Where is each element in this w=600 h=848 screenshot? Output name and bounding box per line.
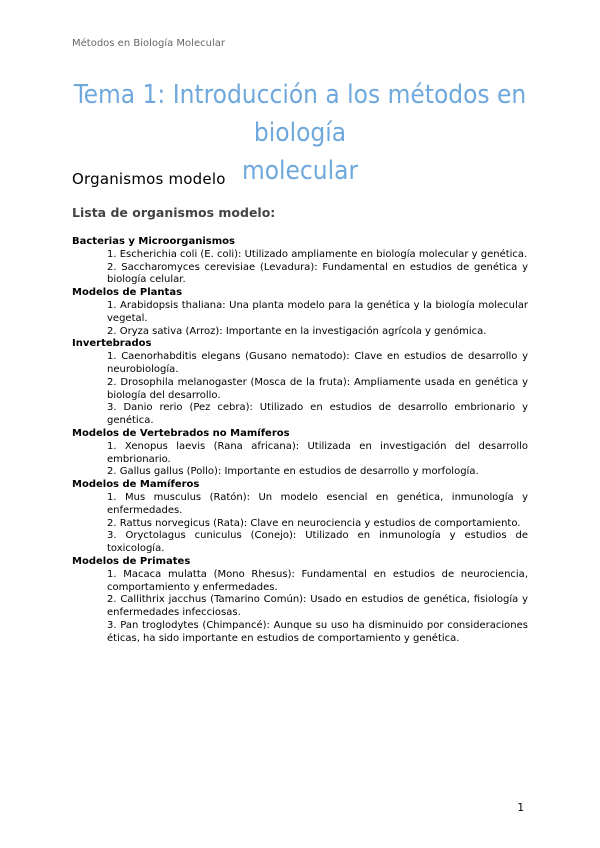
list-item: 3. Oryctolagus cuniculus (Conejo): Utilizado en inmunología y estudios de toxicología.: [107, 530, 528, 555]
list-item: 2. Saccharomyces cerevisiae (Levadura): Fundamental en estudios de genética y biología celular.: [107, 261, 528, 286]
list-item: 1. Escherichia coli (E. coli): Utilizado ampliamente en biología molecular y genética.: [107, 248, 528, 260]
category-block: [72, 556, 528, 646]
list-item: 3. Pan troglodytes (Chimpancé): Aunque su uso ha disminuido por consideraciones éticas, ha sido importante en estudios de comportamiento y genética.: [107, 619, 528, 644]
list-item: 1. Mus musculus (Ratón): Un modelo esencial en genética, inmunología y enfermedades.: [107, 491, 528, 516]
list-item: 3. Danio rerio (Pez cebra): Utilizado en estudios de desarrollo embrionario y genética.: [107, 402, 528, 427]
category-heading: Modelos de Plantas: [72, 287, 183, 299]
category-heading: Invertebrados: [72, 338, 152, 350]
category-block: [72, 428, 528, 479]
category-heading: Modelos de Vertebrados no Mamíferos: [72, 427, 290, 439]
list-item: 1. Caenorhabditis elegans (Gusano nematodo): Clave en estudios de desarrollo y neurobiología.: [107, 351, 528, 375]
page-title-line-2: molecular: [241, 156, 359, 186]
page-number: 1: [517, 802, 524, 814]
category-heading: Modelos de Primates: [72, 555, 191, 567]
list-item: 1. Arabidopsis thaliana: Una planta modelo para la genética y la biología molecular vegetal.: [107, 299, 528, 324]
list-item: 2. Rattus norvegicus (Rata): Clave en neurociencia y estudios de comportamiento.: [107, 517, 521, 529]
category-block: [72, 236, 528, 287]
list-item: 1. Xenopus laevis (Rana africana): Utilizada en investigación del desarrollo embrionario.: [107, 440, 528, 465]
organism-list: [72, 236, 528, 646]
page-title-line-1: Tema 1: Introducción a los métodos en biología: [73, 80, 527, 148]
list-item: 2. Gallus gallus (Pollo): Importante en estudios de desarrollo y morfología.: [107, 466, 479, 478]
category-block: [72, 338, 528, 428]
category-block: [72, 479, 528, 556]
page-header: Métodos en Biología Molecular: [72, 38, 225, 49]
category-heading: Modelos de Mamíferos: [72, 479, 200, 491]
list-item: 1. Macaca mulatta (Mono Rhesus): Fundamental en estudios de neurociencia, comportamiento y enfermedades.: [107, 568, 528, 593]
list-item: 2. Oryza sativa (Arroz): Importante en la investigación agrícola y genómica.: [107, 325, 487, 337]
category-heading: Bacterias y Microorganismos: [72, 236, 235, 247]
list-item: 2. Callithrix jacchus (Tamarino Común): Usado en estudios de genética, fisiología y enfermedades infecciosas.: [107, 594, 528, 619]
list-item: 2. Drosophila melanogaster (Mosca de la fruta): Ampliamente usada en genética y biología del desarrollo.: [107, 376, 528, 401]
section-heading: Organismos modelo: [72, 170, 226, 188]
category-block: [72, 287, 528, 338]
subsection-heading: Lista de organismos modelo:: [72, 205, 276, 220]
